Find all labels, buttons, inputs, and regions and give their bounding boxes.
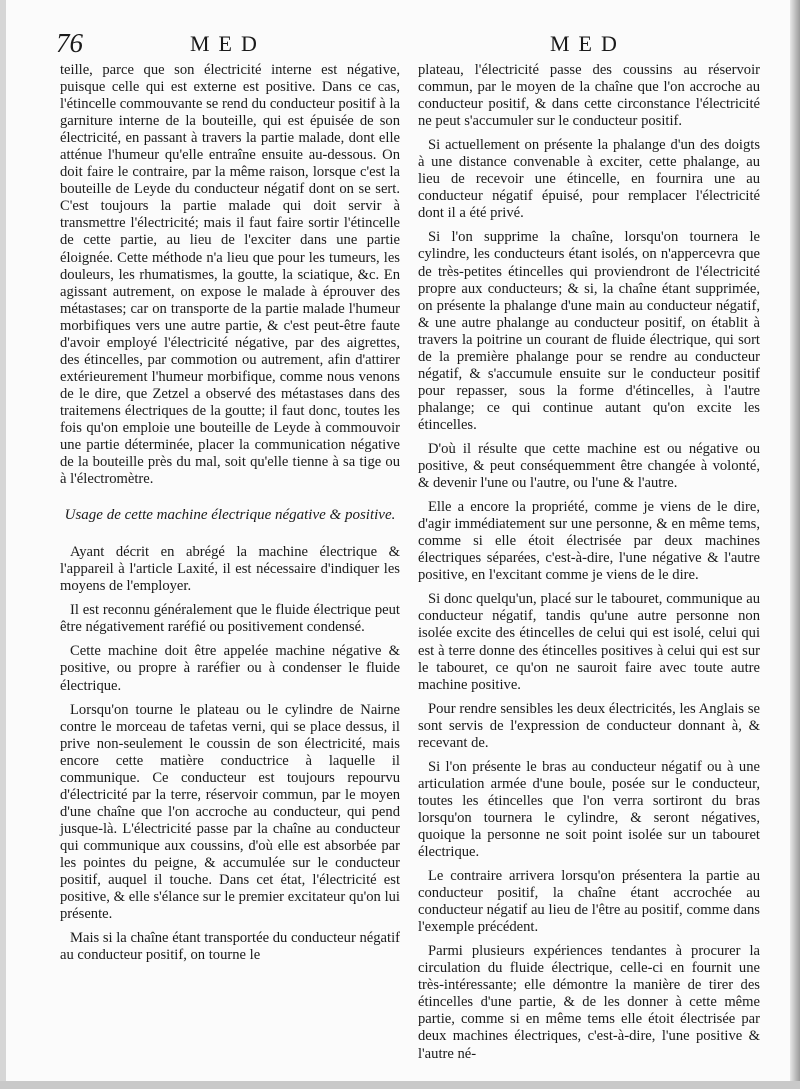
- paragraph: Si l'on présente le bras au conducteur négatif ou à une articulation armée d'une boule, posée sur le conducteur, toutes les étincelles que l'on verra sortiront du bras lorsqu'on tournera le cylindre, & seront négatives, quoique la personne ne soit point isolée sur un tabouret électrique.: [418, 758, 760, 861]
- paragraph: Si actuellement on présente la phalange d'un des doigts à une distance convenable à exciter, cette phalange, au lieu de recevoir une étincelle, en fournira une au conducteur négatif épuisé, pour remplacer l'électricité dont il a été privé.: [418, 137, 760, 222]
- section-heading: Usage de cette machine électrique négative & positive.: [64, 507, 396, 524]
- paragraph: teille, parce que son électricité interne est négative, puisque celle qui est externe est positive. Dans ce cas, l'étincelle commouvante se rend du conducteur positif à la garniture interne de la bouteille, qui est épuisée de son électricité, en passant à travers la partie malade, dont elle atténue l'humeur qu'elle entraîne ensuite au-dessous. On doit faire le contraire, par la même raison, lorsque c'est la bouteille de Leyde du conducteur négatif dont on se sert. C'est toujours la partie malade qui doit servir à transmettre l'électricité; mais il faut faire sortir l'étincelle de cette partie, au lieu de l'exciter dans une partie éloignée. Cette méthode n'a lieu que pour les tumeurs, les douleurs, les rhumatismes, la goutte, la sciatique, &c. En agissant autrement, on expose le malade à éprouver des métastases; car on transporte de la partie malade l'humeur morbifiques vers une autre partie, & c'est peut-être faute d'avoir employé l'électricité négative, par des aigrettes, des étincelles, par commotion ou autrement, afin d'attirer extérieurement l'humeur morbifique, comme nous venons de le dire, que Zetzel a observé des métastases dans des traitemens électriques de la goutte; il faut donc, toutes les fois qu'on emploie une bouteille de Leyde à commouvoir une partie déterminée, placer la communication négative de la bouteille près du mal, soit qu'elle tienne à sa tige ou à l'électromètre.: [60, 62, 400, 488]
- paragraph: Si l'on supprime la chaîne, lorsqu'on tournera le cylindre, les conducteurs étant isolés, on n'appercevra que de très-petites étincelles qui proviendront de l'électricité propre aux conducteurs; & si, la chaîne étant supprimée, on présente la phalange d'une main au conducteur négatif, & une autre phalange au conducteur positif, on établit à travers la poitrine un courant de fluide électrique, qui sort de la première phalange pour se rendre au conducteur négatif, & s'accumule ensuite sur le conducteur positif pour repasser, sous la forme d'étincelles, à l'autre phalange; ce qui continue autant qu'on excite les étincelles.: [418, 229, 760, 433]
- right-column: [418, 62, 760, 1062]
- paragraph: D'où il résulte que cette machine est ou négative ou positive, & peut conséquemment être changée à volonté, & devenir l'une ou l'autre, ou l'une & l'autre.: [418, 440, 760, 492]
- page-edge-bottom: [0, 1081, 800, 1089]
- running-head-right: MED: [550, 31, 626, 56]
- page-edge-left: [0, 0, 6, 1089]
- paragraph: Ayant décrit en abrégé la machine électrique & l'appareil à l'article Laxité, il est nécessaire d'indiquer les moyens de l'employer.: [60, 544, 400, 595]
- left-column: [60, 62, 400, 1037]
- page-number: 76: [56, 28, 83, 58]
- paragraph: Mais si la chaîne étant transportée du conducteur négatif au conducteur positif, on tourne le: [60, 930, 400, 964]
- paragraph: Parmi plusieurs expériences tendantes à procurer la circulation du fluide électrique, celle-ci en fournit une très-intéressante; elle démontre la manière de tirer des étincelles d'une partie, & de les donner à cette même partie, comme si en même tems elle étoit électrisée par deux machines électriques, c'est-à-dire, l'une positive & l'autre né-: [418, 943, 760, 1062]
- running-head-left: MED: [190, 31, 266, 56]
- paragraph: plateau, l'électricité passe des coussins au réservoir commun, par le moyen de la chaîne que l'on accroche au conducteur positif, & dans cette circonstance l'électricité ne peut s'accumuler sur le conducteur positif.: [418, 62, 760, 130]
- paragraph: Elle a encore la propriété, comme je viens de le dire, d'agir immédiatement sur une personne, & en même tems, comme si elle étoit électrisée par deux machines électriques séparées, c'est-à-dire, l'une négative & l'autre positive, en l'excitant comme je viens de le dire.: [418, 499, 760, 584]
- paragraph: Lorsqu'on tourne le plateau ou le cylindre de Nairne contre le morceau de tafetas verni, qui se place dessus, il prive non-seulement le coussin de son électricité, mais encore cette matière conductrice à laquelle il communique. Ce conducteur est toujours repourvu d'électricité par la terre, réservoir commun, par le moyen d'une chaîne que l'on accroche au conducteur, qui pend jusque-là. L'électricité passe par la chaîne au conducteur qui communique aux coussins, d'où elle est absorbée par les pointes du peigne, & accumulée sur le conducteur positif, auquel il touche. Dans cet état, l'électricité est positive, & elle s'élance sur le premier excitateur qu'on lui présente.: [60, 701, 400, 923]
- paragraph: Le contraire arrivera lorsqu'on présentera la partie au conducteur positif, la chaîne étant accrochée au conducteur négatif au lieu de l'être au positif, comme dans l'exemple précédent.: [418, 868, 760, 936]
- paragraph: Pour rendre sensibles les deux électricités, les Anglais se sont servis de l'expression de conducteur donnant à, & recevant de.: [418, 700, 760, 751]
- paragraph: Si donc quelqu'un, placé sur le tabouret, communique au conducteur négatif, tandis qu'une autre personne non isolée excite des étincelles de celui qui est isolé, celui qui est à terre donne des étincelles positives à celui qui est sur le tabouret, ce qu'on ne sauroit faire avec toute autre machine positive.: [418, 591, 760, 693]
- page-edge-right: [790, 0, 800, 1089]
- paragraph: Cette machine doit être appelée machine négative & positive, ou propre à raréfier ou à condenser le fluide électrique.: [60, 643, 400, 694]
- paragraph: Il est reconnu généralement que le fluide électrique peut être négativement raréfié ou positivement condensé.: [60, 602, 400, 636]
